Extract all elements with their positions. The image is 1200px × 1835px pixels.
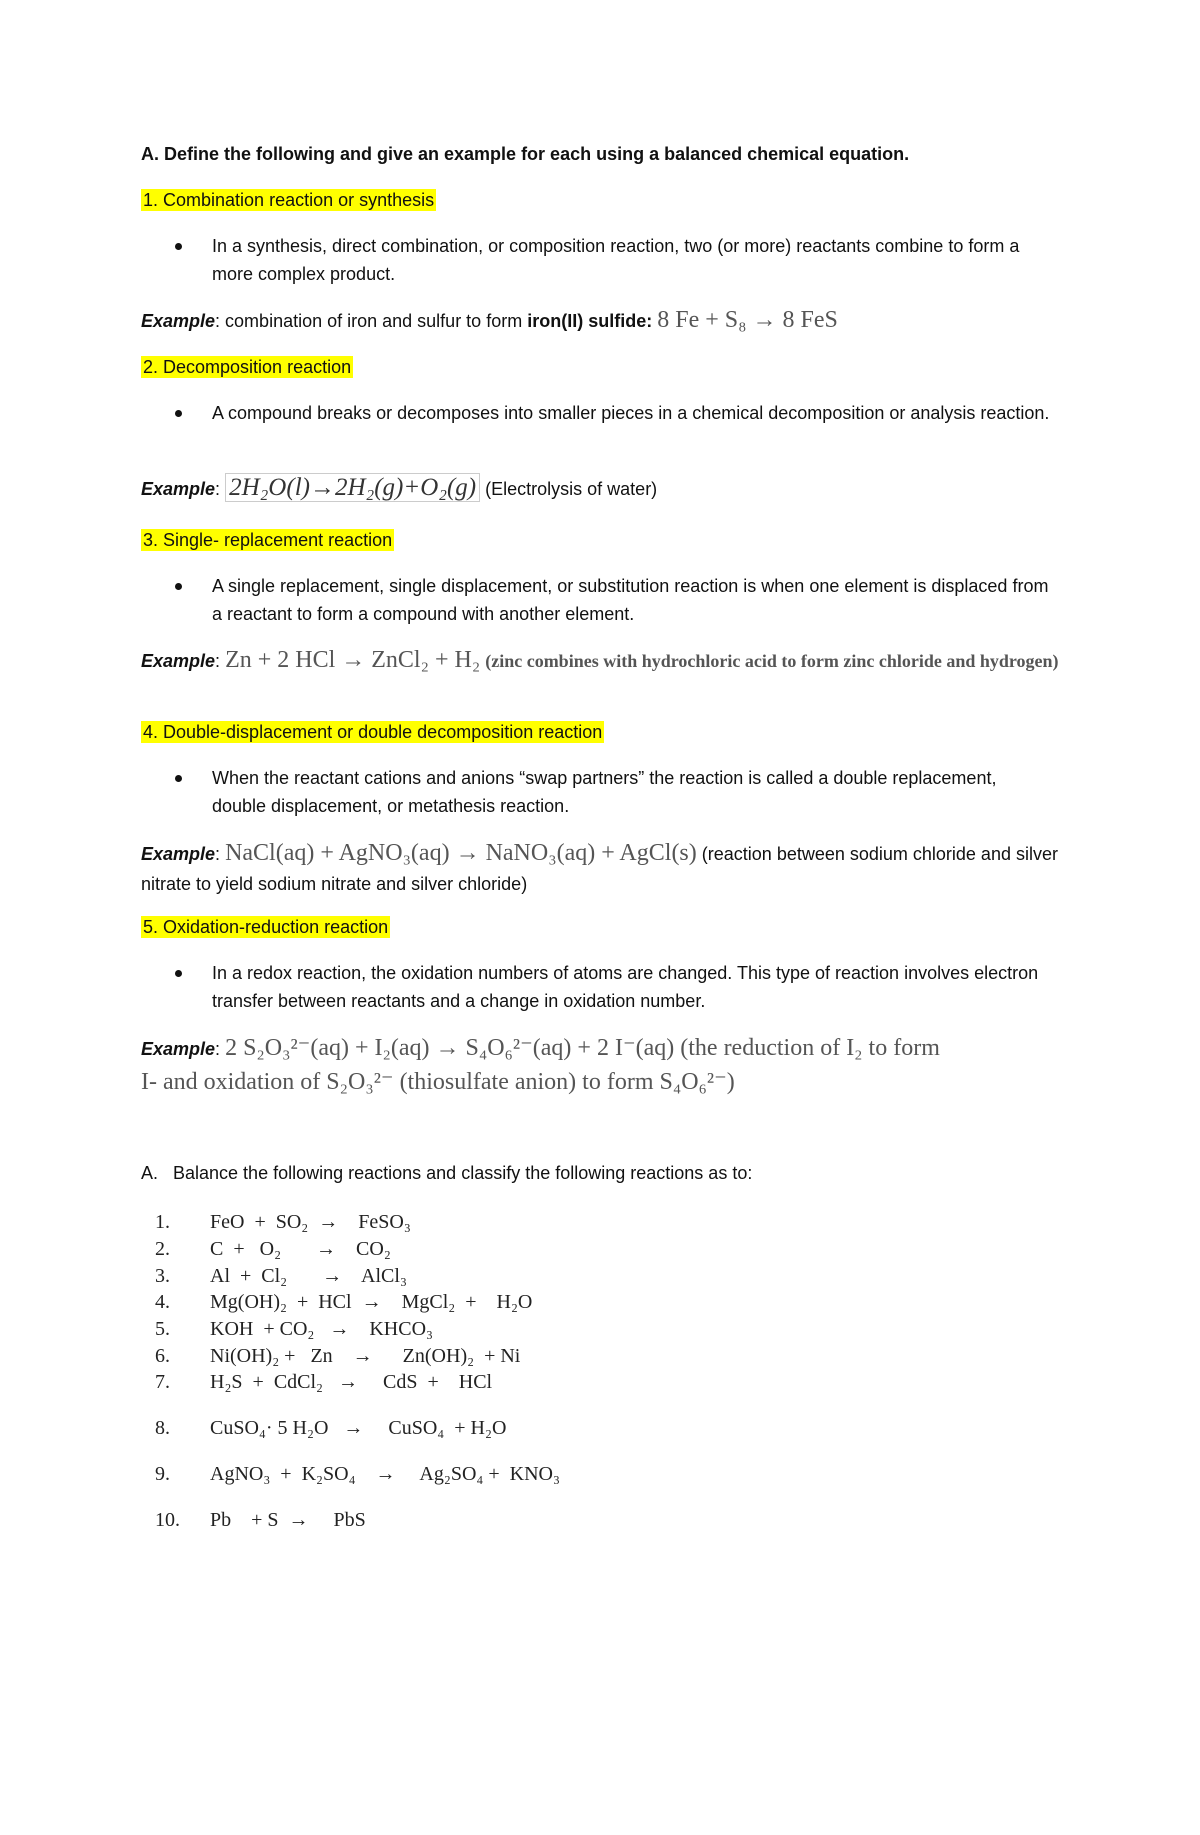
reaction-number: 1. [155, 1211, 170, 1233]
reaction-equation: KOH + CO₂ → KHCO₃ [210, 1318, 434, 1340]
bullet-icon [175, 970, 182, 977]
example-bold: iron(II) sulfide: [527, 311, 653, 331]
reaction-number: 7. [155, 1371, 170, 1393]
section-2-heading [141, 353, 1061, 381]
example-label: Example [141, 479, 216, 499]
reaction-equation: CuSO₄· 5 H₂O → CuSO₄ + H₂O [210, 1417, 507, 1439]
section-1-bullet [175, 232, 1055, 288]
reaction-number: 3. [155, 1265, 170, 1287]
section-5-heading [141, 913, 1061, 941]
section-4-bullet [175, 764, 1055, 820]
section-4-heading [141, 718, 1061, 746]
section-5-bullet [175, 959, 1055, 1015]
section-2-bullet-text: A compound breaks or decomposes into smaller pieces in a chemical decomposition or analysis reaction. [212, 403, 1050, 423]
section-5-example: Example: 2 S₂O₃²⁻(aq) + I₂(aq) → S₄O₆²⁻(aq) + 2 I⁻(aq) (the reduction of I₂ to form I- and oxidation of S₂O₃²⁻ (thiosulfate anion) to form S₄O₆²⁻) [141, 1035, 940, 1095]
reaction-number: 6. [155, 1345, 170, 1367]
reaction-equation: H₂S + CdCl₂ → CdS + HCl [210, 1371, 493, 1393]
example-label: Example [141, 1039, 216, 1059]
reaction-equation: Mg(OH)₂ + HCl → MgCl₂ + H₂O [210, 1291, 533, 1313]
section-5-bullet-text: In a redox reaction, the oxidation numbers of atoms are changed. This type of reaction involves electron transfer between reactants and a change in oxidation number. [212, 963, 1039, 1011]
section-3-bullet [175, 572, 1055, 628]
reaction-equation: Ni(OH)₂ + Zn → Zn(OH)₂ + Ni [210, 1345, 521, 1367]
reaction-equation: C + O₂ → CO₂ [210, 1238, 391, 1260]
reaction-equation: Al + Cl₂ → AlCl₃ [210, 1265, 407, 1287]
reaction-equation: AgNO₃ + K₂SO₄ → Ag₂SO₄ + KNO₃ [210, 1463, 560, 1485]
section-4-heading-text: 4. Double-displacement or double decomposition reaction [143, 722, 603, 742]
section-4-bullet-text: When the reactant cations and anions “swap partners” the reaction is called a double replacement, double displacement, or metathesis reaction. [212, 768, 997, 816]
example-equation: 2H₂O(l)→2H₂(g)+O₂(g) [225, 473, 480, 502]
reaction-number: 4. [155, 1291, 170, 1313]
part-b-title: A. Balance the following reactions and classify the following reactions as to: [141, 1163, 753, 1183]
reaction-equation: FeO + SO₂ → FeSO₃ [210, 1211, 411, 1233]
reaction-number: 8. [155, 1417, 170, 1439]
section-2-example: Example: 2H₂O(l)→2H₂(g)+O₂(g) (Electrolysis of water) [141, 474, 658, 501]
example-note: (zinc combines with hydrochloric acid to form zinc chloride and hydrogen) [485, 651, 1059, 671]
reaction-number: 10. [155, 1509, 180, 1531]
example-equation: Zn + 2 HCl → ZnCl₂ + H₂ [225, 647, 481, 673]
example-label: Example [141, 844, 216, 864]
example-label: Example [141, 311, 216, 331]
reaction-number: 9. [155, 1463, 170, 1485]
section-3-example: Example: Zn + 2 HCl → ZnCl₂ + H₂ (zinc combines with hydrochloric acid to form zinc chloride and hydrogen) [141, 647, 1059, 673]
section-5-heading-text: 5. Oxidation-reduction reaction [143, 917, 389, 937]
section-4-example: Example: NaCl(aq) + AgNO₃(aq) → NaNO₃(aq) + AgCl(s) (reaction between sodium chloride and silver nitrate to yield sodium nitrate and silver chloride) [141, 840, 1058, 894]
section-3-heading [141, 526, 1061, 554]
example-equation: NaCl(aq) + AgNO₃(aq) → NaNO₃(aq) + AgCl(s) [225, 840, 697, 866]
reaction-number: 5. [155, 1318, 170, 1340]
example-label: Example [141, 651, 216, 671]
reaction-equation: Pb + S → PbS [210, 1509, 366, 1531]
section-1-heading [141, 186, 1061, 214]
example-equation: 2 S₂O₃²⁻(aq) + I₂(aq) → S₄O₆²⁻(aq) + 2 I⁻(aq) (the reduction of I₂ to form I- and oxidation of S₂O₃²⁻ (thiosulfate anion) to form S₄O₆²⁻) [141, 1035, 940, 1095]
section-2-heading-text: 2. Decomposition reaction [143, 357, 352, 377]
section-1-bullet-text: In a synthesis, direct combination, or composition reaction, two (or more) reactants combine to form a more complex product. [212, 236, 1020, 284]
reaction-number: 2. [155, 1238, 170, 1260]
example-note: (reaction between sodium chloride and silver nitrate to yield sodium nitrate and silver chloride) [141, 844, 1058, 894]
bullet-icon [175, 583, 182, 590]
bullet-icon [175, 243, 182, 250]
section-2-bullet [175, 399, 1055, 427]
bullet-icon [175, 775, 182, 782]
section-1-example [141, 306, 1061, 335]
part-a-title: A. Define the following and give an example for each using a balanced chemical equation. [141, 144, 910, 164]
section-3-heading-text: 3. Single- replacement reaction [143, 530, 393, 550]
example-note: (Electrolysis of water) [485, 479, 658, 499]
example-text: : combination of iron and sulfur to form [215, 311, 528, 331]
section-3-bullet-text: A single replacement, single displacement, or substitution reaction is when one element is displaced from a reactant to form a compound with another element. [212, 576, 1049, 624]
bullet-icon [175, 410, 182, 417]
example-equation: 8 Fe + S₈ → 8 FeS [657, 307, 838, 333]
section-1-heading-text: 1. Combination reaction or synthesis [143, 190, 435, 210]
